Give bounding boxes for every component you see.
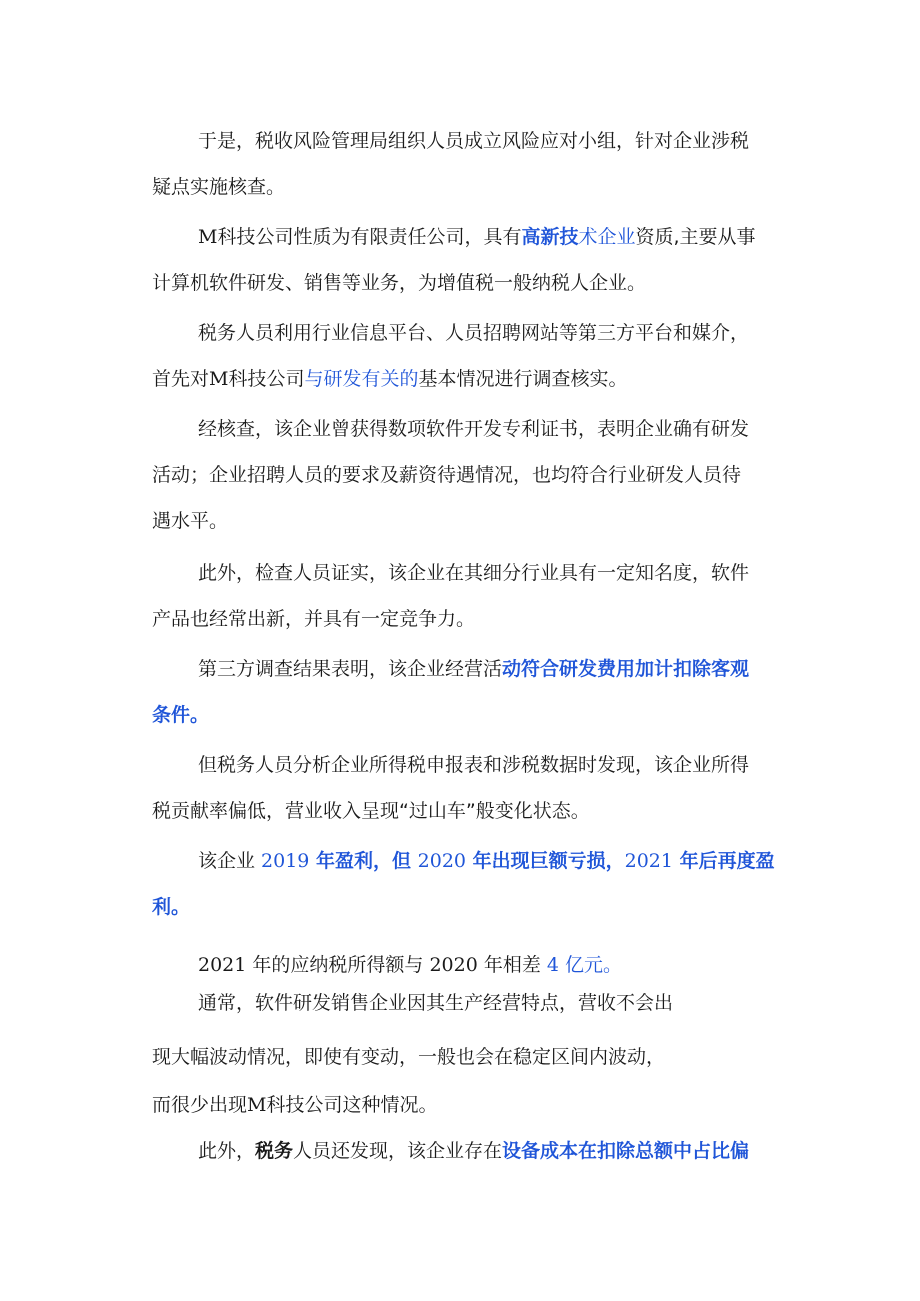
text-line: 条件。: [152, 704, 210, 726]
text-line: 现大幅波动情况，即使有变动，一般也会在稳定区间内波动，: [152, 1046, 666, 1068]
text-line: 此外，检查人员证实，该企业在其细分行业具有一定知名度，软件: [198, 562, 750, 584]
text-line: 首先对M科技公司与研发有关的基本情况进行调查核实。: [152, 368, 628, 390]
text-line: 但税务人员分析企业所得税申报表和涉税数据时发现，该企业所得: [198, 754, 750, 776]
text-line: M科技公司性质为有限责任公司，具有高新技术企业资质,主要从事: [198, 226, 756, 248]
text-line: 活动；企业招聘人员的要求及薪资待遇情况，也均符合行业研发人员待: [152, 464, 742, 486]
paragraph-13: [152, 1128, 792, 1174]
text-line: 产品也经常出新，并具有一定竞争力。: [152, 608, 476, 630]
paragraph-6: [152, 646, 792, 738]
text-line: 经核查，该企业曾获得数项软件开发专利证书，表明企业确有研发: [198, 418, 750, 440]
text-line: 2021 年的应纳税所得额与 2020 年相差 4 亿元。: [198, 954, 623, 976]
paragraph-4: [152, 406, 792, 544]
text-line: 第三方调查结果表明，该企业经营活动符合研发费用加计扣除客观: [198, 658, 750, 680]
text-line: 通常，软件研发销售企业因其生产经营特点，营收不会出: [198, 992, 674, 1014]
paragraph-3: [152, 310, 792, 402]
text-line: 此外，税务人员还发现，该企业存在设备成本在扣除总额中占比偏: [198, 1140, 750, 1162]
paragraph-7: [152, 742, 792, 834]
paragraph-10: [152, 980, 792, 1026]
text-line: 遇水平。: [152, 510, 229, 532]
paragraph-8: [152, 838, 792, 930]
text-line: 而很少出现M科技公司这种情况。: [152, 1094, 438, 1116]
text-line: 该企业 2019 年盈利，但 2020 年出现巨额亏损，2021 年后再度盈: [198, 850, 775, 872]
text-line: 计算机软件研发、销售等业务，为增值税一般纳税人企业。: [152, 272, 647, 294]
text-line: 税务人员利用行业信息平台、人员招聘网站等第三方平台和媒介，: [198, 322, 750, 344]
paragraph-5: [152, 550, 792, 642]
text-line: 利。: [152, 896, 191, 918]
paragraph-12: [152, 1082, 792, 1128]
text-line: 疑点实施核查。: [152, 176, 286, 198]
paragraph-11: [152, 1034, 792, 1080]
paragraph-1: [152, 118, 792, 210]
text-line: 税贡献率偏低，营业收入呈现“过山车”般变化状态。: [152, 800, 590, 822]
text-line: 于是，税收风险管理局组织人员成立风险应对小组，针对企业涉税: [198, 130, 750, 152]
paragraph-2: [152, 214, 792, 306]
